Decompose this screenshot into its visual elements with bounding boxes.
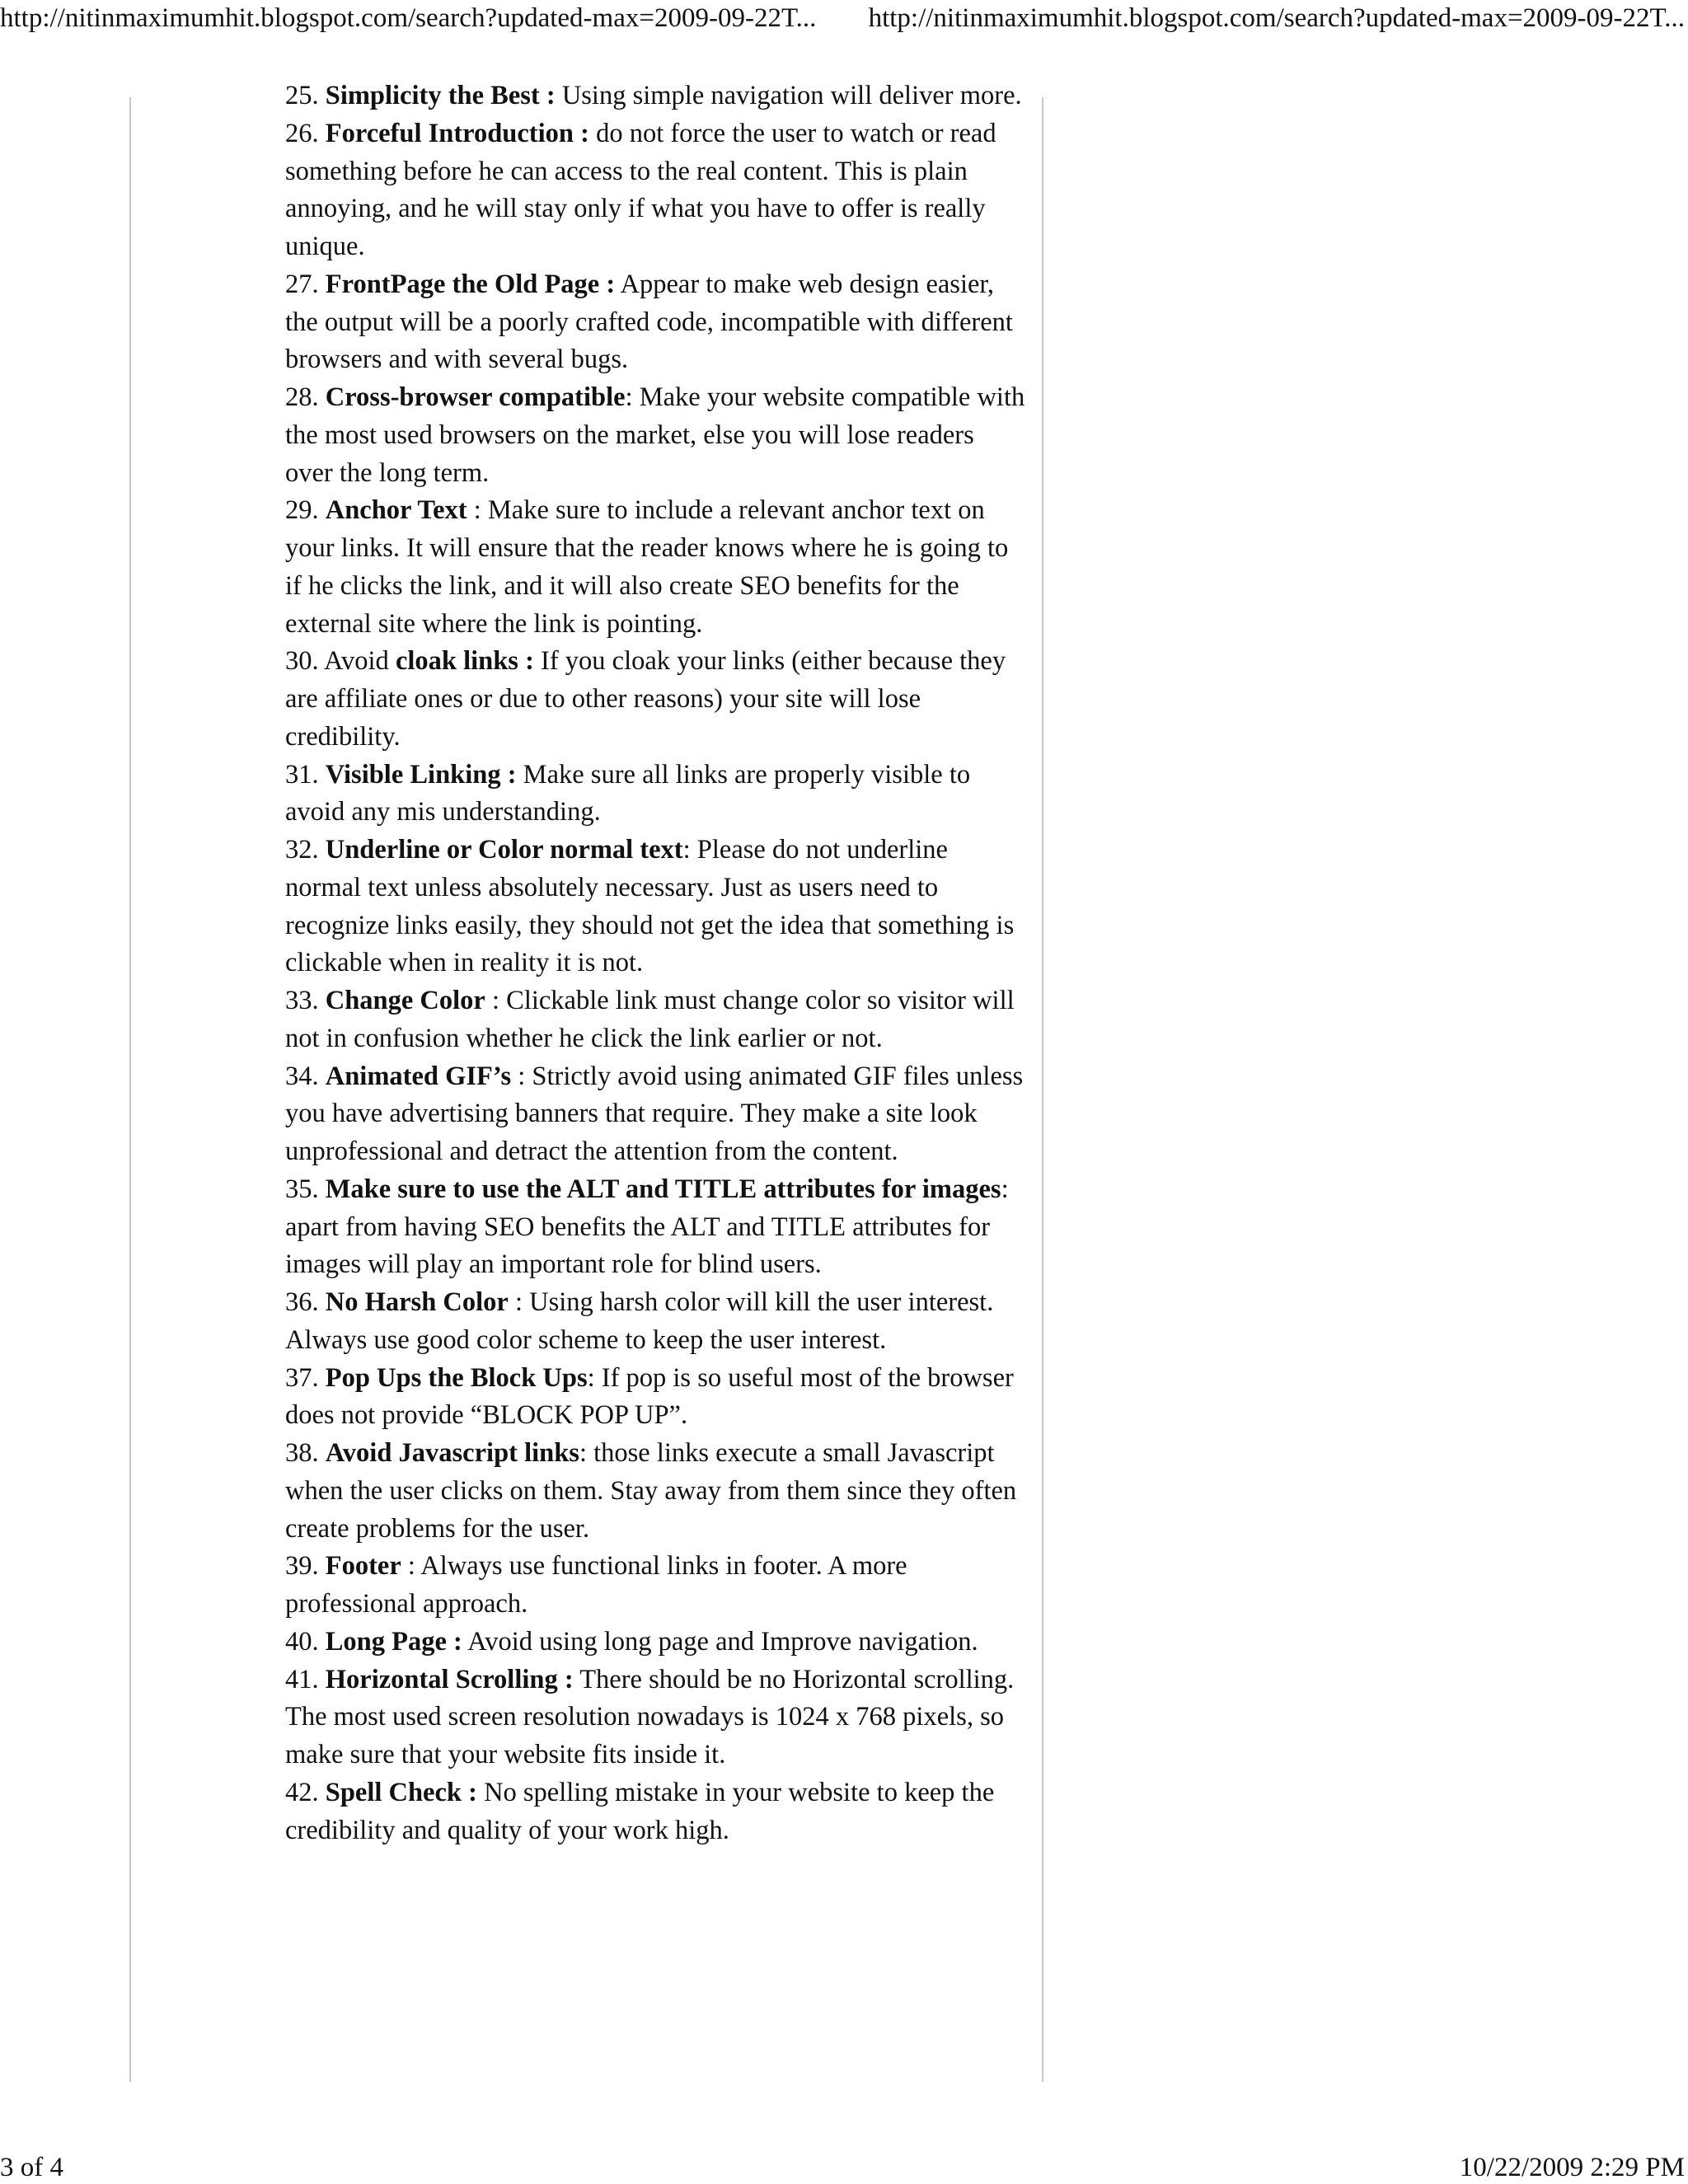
tip-title: Make sure to use the ALT and TITLE attributes for images xyxy=(325,1174,1001,1204)
tip-text: : Always use functional links in footer. A more professional approach. xyxy=(285,1551,907,1619)
tip-number: 36. xyxy=(285,1287,319,1317)
tip-number: 28. xyxy=(285,382,319,412)
tip-item-33 xyxy=(285,982,1027,1058)
tip-item-39 xyxy=(285,1548,1027,1624)
tip-text: do not force the user to watch or read something before he can access to the real content. This is plain annoying, and he will stay only if what you have to offer is really unique. xyxy=(285,118,996,261)
tip-item-27 xyxy=(285,266,1027,379)
print-header-url-right: http://nitinmaximumhit.blogspot.com/search?updated-max=2009-09-22T... xyxy=(868,3,1685,33)
tip-title: Avoid Javascript links xyxy=(325,1438,579,1468)
tip-text: : Clickable link must change color so visitor will not in confusion whether he click the link earlier or not. xyxy=(285,986,1015,1053)
tip-title: cloak links : xyxy=(395,646,534,677)
tip-number: 33. xyxy=(285,986,319,1015)
tip-item-30: 30. Avoid cloak links : If you cloak your links (either because they are affiliate ones or due to other reasons) your site will lose credibility. xyxy=(285,646,1006,752)
blog-post-frame xyxy=(129,81,1043,2082)
tip-text: : apart from having SEO benefits the ALT and TITLE attributes for images will play an important role for blind users. xyxy=(285,1174,1009,1280)
tip-item-35 xyxy=(285,1171,1027,1284)
tip-number: 32. xyxy=(285,835,319,865)
tip-item-37 xyxy=(285,1360,1027,1436)
tip-title: Anchor Text xyxy=(325,495,467,526)
tip-text: : Make sure to include a relevant anchor text on your links. It will ensure that the reader knows where he is going to if he clicks the link, and it will also create SEO benefits for the external site where the link is pointing. xyxy=(285,495,1009,639)
tip-number: 27. xyxy=(285,269,319,299)
tip-item-42 xyxy=(285,1774,1027,1850)
tip-number: 35. xyxy=(285,1174,319,1204)
tip-number: 40. xyxy=(285,1626,319,1657)
tip-text: : If pop is so useful most of the browser does not provide “BLOCK POP UP”. xyxy=(285,1362,1014,1431)
tip-number: 31. xyxy=(285,759,319,790)
tip-title: Pop Ups the Block Ups xyxy=(325,1362,588,1393)
tip-title: Visible Linking : xyxy=(325,759,517,790)
tip-item-29 xyxy=(285,492,1027,643)
tip-item-31 xyxy=(285,757,1027,832)
tip-item-28 xyxy=(285,379,1027,492)
tip-number: 25. xyxy=(285,81,319,110)
tip-title: Forceful Introduction : xyxy=(325,118,589,148)
tip-title: Horizontal Scrolling : xyxy=(325,1664,574,1694)
tip-text: Appear to make web design easier, the output will be a poorly crafted code, incompatible with different browsers and with several bugs. xyxy=(285,269,1013,375)
tip-text: : Please do not underline normal text unless absolutely necessary. Just as users need to recognize links easily, they should not get the idea that something is clickable when in reality it is not. xyxy=(285,835,1015,978)
tip-number: 42. xyxy=(285,1777,319,1807)
tip-text: Avoid using long page and Improve navigation. xyxy=(462,1626,978,1657)
tip-number: 38. xyxy=(285,1438,319,1468)
tip-text: : Strictly avoid using animated GIF files unless you have advertising banners that require. They make a site look unprofessional and detract the attention from the content. xyxy=(285,1061,1024,1166)
tip-item-25 xyxy=(285,77,1027,115)
tip-title: Cross-browser compatible xyxy=(325,382,626,412)
tip-number: 37. xyxy=(285,1362,319,1393)
tip-text: If you cloak your links (either because they are affiliate ones or due to other reasons) your site will lose credibility. xyxy=(285,646,1006,752)
tip-title: Long Page : xyxy=(325,1626,462,1657)
tip-text: : Using harsh color will kill the user interest. Always use good color scheme to keep the user interest. xyxy=(285,1287,994,1355)
tip-title: Simplicity the Best : xyxy=(325,81,556,110)
tip-item-36 xyxy=(285,1284,1027,1360)
tip-text: Using simple navigation will deliver more. xyxy=(555,81,1022,110)
tip-number: 29. xyxy=(285,495,319,526)
print-page-indicator: 3 of 4 xyxy=(0,2153,63,2182)
tip-title: Underline or Color normal text xyxy=(325,835,683,865)
tip-number: 34. xyxy=(285,1061,319,1091)
tip-number: 41. xyxy=(285,1664,319,1694)
tip-text: : those links execute a small Javascript when the user clicks on them. Stay away from them since they often create problems for the user. xyxy=(285,1438,1017,1544)
tip-title: Animated GIF’s xyxy=(325,1061,512,1091)
tip-item-34 xyxy=(285,1058,1027,1171)
tip-number: 30. xyxy=(285,646,319,677)
tip-text: : Make your website compatible with the most used browsers on the market, else you will lose readers over the long term. xyxy=(285,382,1025,488)
tip-title: FrontPage the Old Page : xyxy=(325,269,616,299)
tip-item-40 xyxy=(285,1624,1027,1661)
tip-item-32 xyxy=(285,832,1027,982)
tip-text: There should be no Horizontal scrolling. The most used screen resolution nowadays is 1024 x 768 pixels, so make sure that your website fits inside it. xyxy=(285,1664,1015,1769)
tip-text: Make sure all links are properly visible to avoid any mis understanding. xyxy=(285,759,971,827)
tip-title: Footer xyxy=(325,1551,401,1582)
tip-item-38 xyxy=(285,1435,1027,1548)
tip-title: Change Color xyxy=(325,986,485,1015)
tip-item-26 xyxy=(285,115,1027,266)
tips-list xyxy=(285,81,1027,1849)
tip-number: 26. xyxy=(285,118,319,148)
tip-title: Spell Check : xyxy=(325,1777,477,1807)
tip-title: No Harsh Color xyxy=(325,1287,509,1317)
tip-text: No spelling mistake in your website to keep the credibility and quality of your work high. xyxy=(285,1777,995,1845)
tip-item-41 xyxy=(285,1661,1027,1774)
tip-number: 39. xyxy=(285,1551,319,1582)
print-header-url-left: http://nitinmaximumhit.blogspot.com/search?updated-max=2009-09-22T... xyxy=(0,3,817,33)
print-timestamp: 10/22/2009 2:29 PM xyxy=(1459,2153,1685,2182)
